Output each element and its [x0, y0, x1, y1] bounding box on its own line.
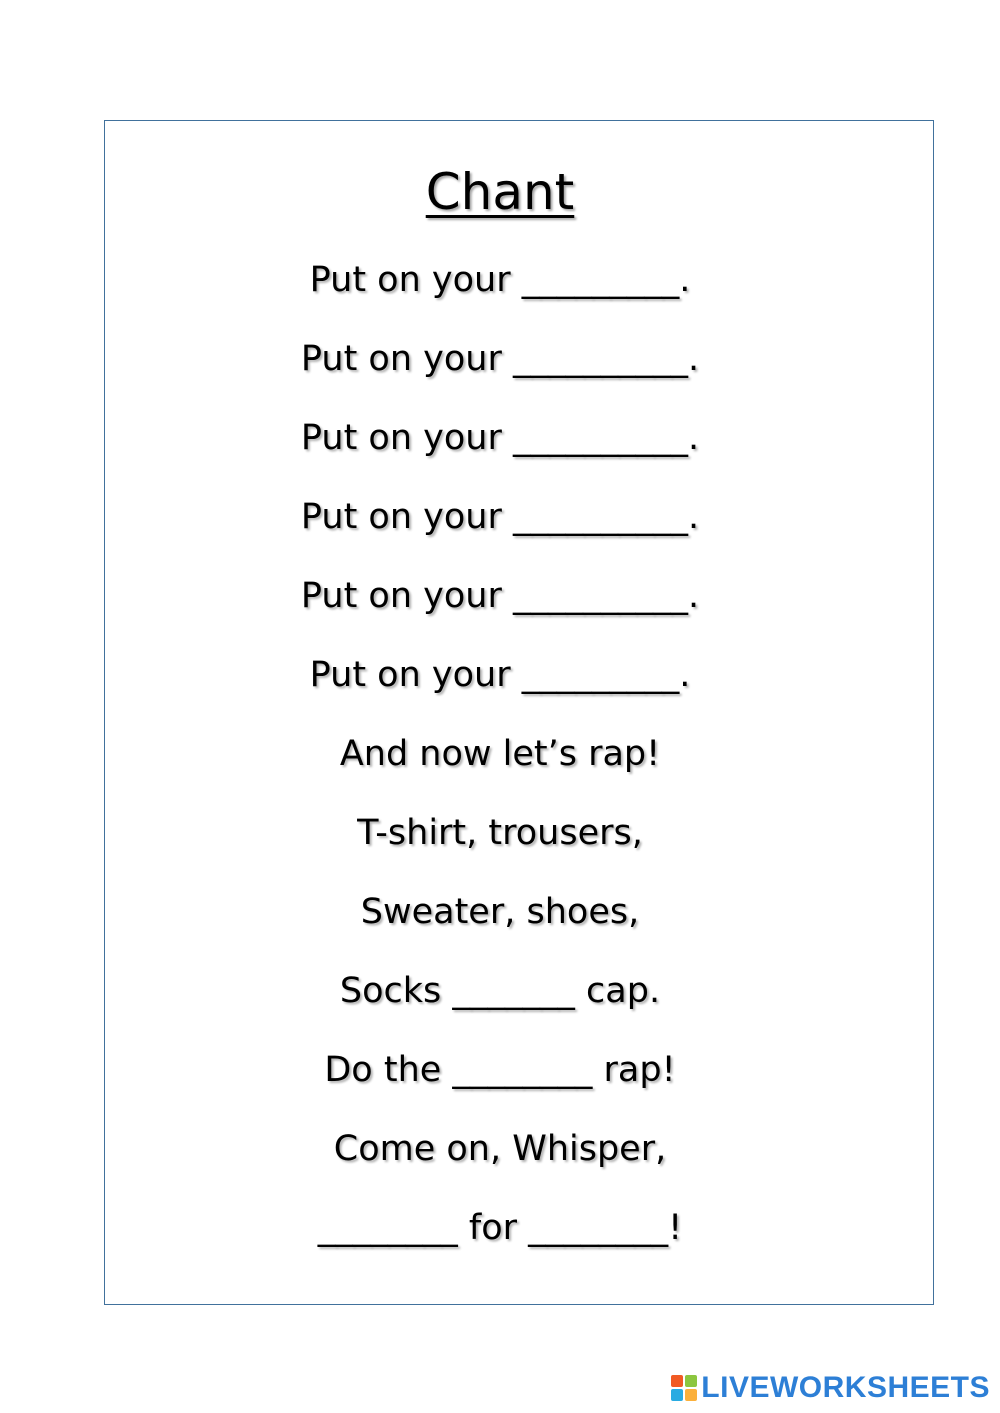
logo-mark-square: [671, 1375, 683, 1387]
logo-mark-icon: [671, 1375, 697, 1401]
chant-line: T-shirt, trousers,: [357, 813, 643, 853]
page-title: Chant: [425, 163, 575, 221]
logo-mark-square: [671, 1389, 683, 1401]
chant-line: ________ for ________!: [317, 1208, 683, 1248]
logo-mark-square: [685, 1375, 697, 1387]
chant-line: Put on your __________.: [300, 339, 700, 379]
chant-line: Put on your __________.: [300, 576, 700, 616]
chant-line: Do the ________ rap!: [324, 1050, 676, 1090]
chant-line: Socks _______ cap.: [339, 971, 661, 1011]
liveworksheets-logo[interactable]: [671, 1371, 990, 1405]
logo-mark-square: [685, 1389, 697, 1401]
chant-line: Put on your _________.: [309, 260, 691, 300]
chant-line: Put on your _________.: [309, 655, 691, 695]
chant-line: Sweater, shoes,: [360, 892, 640, 932]
chant-line: Put on your __________.: [300, 497, 700, 537]
logo-text: LIVEWORKSHEETS: [701, 1371, 990, 1404]
chant-line: Put on your __________.: [300, 418, 700, 458]
chant-line: Come on, Whisper,: [333, 1129, 667, 1169]
chant-line: And now let’s rap!: [339, 734, 661, 774]
